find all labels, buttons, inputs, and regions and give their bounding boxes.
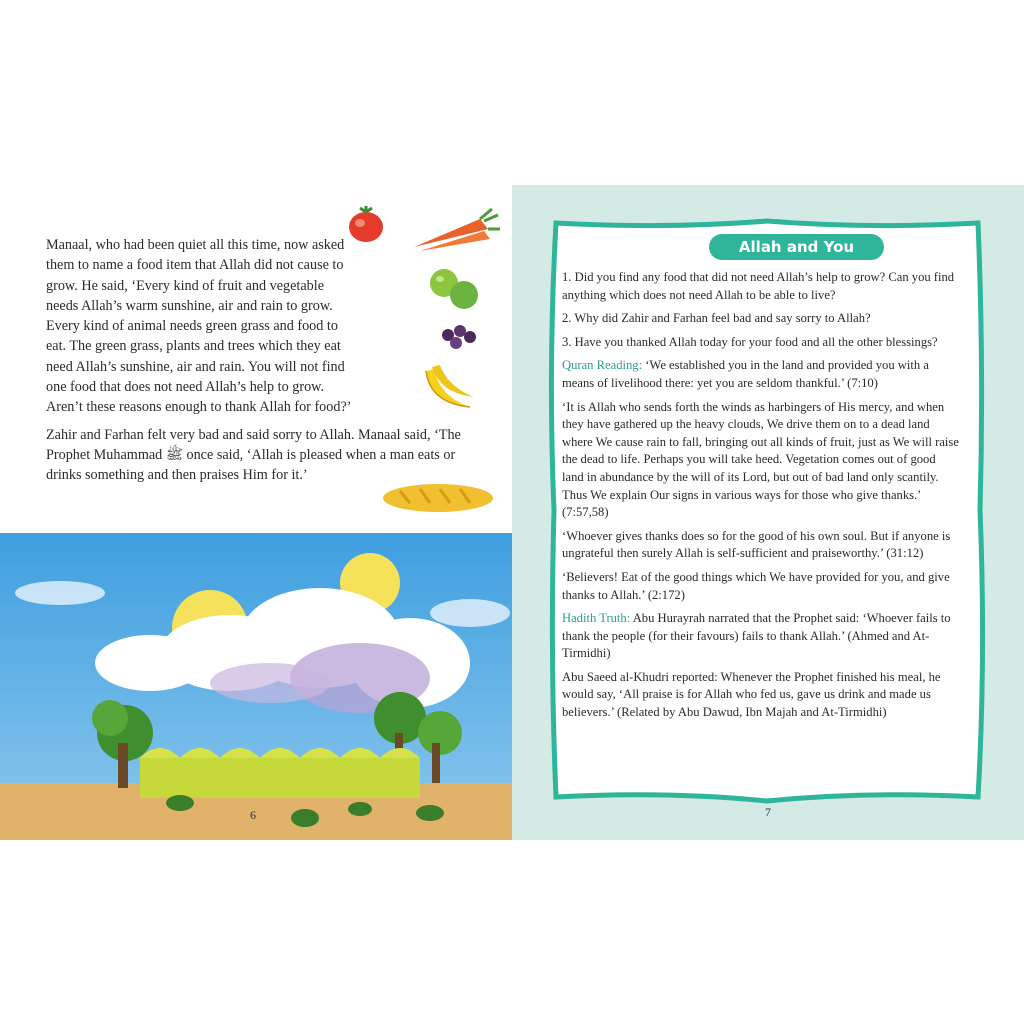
- bananas-icon: [420, 363, 478, 415]
- page-number-left: 6: [250, 808, 256, 822]
- story-text: [46, 235, 466, 493]
- quran-reading: [562, 357, 960, 392]
- question-2: 2. Why did Zahir and Farhan feel bad and say sorry to Allah?: [562, 311, 871, 326]
- grapes-icon: [440, 321, 480, 351]
- bread-icon: [380, 481, 496, 515]
- hadith-truth: [562, 610, 960, 663]
- quote-1: ‘It is Allah who sends forth the winds as harbingers of His mercy, and when they have gathered up the heavy clouds, We drive them on to a dead land where We cause rain to fall, bringing out all kinds of fruit, just as We will raise the dead to life. Perhaps you will take heed. Vegetation comes out of good land in abundance by the will of its Lord, but out of bad land only scantily. Thus We explain Our signs in various ways for those who give thanks.’ (7:57,58): [562, 399, 959, 520]
- hadith-truth-text: Abu Hurayrah narrated that the Prophet said: ‘Whoever fails to thank the people (for their favours) fails to thank Allah.’ (Ahmed and At-Tirmidhi): [562, 611, 951, 661]
- quote-2: ‘Whoever gives thanks does so for the good of his own soul. But if anyone is ungrateful then surely Allah is self-sufficient and praiseworthy.’ (31:12): [562, 528, 951, 561]
- carrots-icon: [410, 205, 502, 253]
- quran-reading-label: Quran Reading:: [562, 358, 643, 373]
- left-page: [0, 185, 512, 840]
- right-page: [512, 185, 1024, 840]
- allah-and-you-panel: [548, 217, 986, 804]
- landscape-illustration: [0, 533, 512, 840]
- tomato-icon: [344, 203, 388, 245]
- story-paragraph-2: Zahir and Farhan felt very bad and said sorry to Allah. Manaal said, ‘The Prophet Muhammad ﷺ once said, ‘Allah is pleased when a man eats or drinks something and then praises Him for it.’: [46, 426, 461, 484]
- panel-body: [562, 269, 960, 728]
- panel-title: Allah and You: [709, 234, 884, 260]
- quran-reading-text: ‘We established you in the land and provided you with a means of livelihood there: yet you are seldom thankful.’ (7:10): [562, 358, 929, 390]
- story-paragraph-1: Manaal, who had been quiet all this time, now asked them to name a food item that Allah did not cause to grow. He said, ‘Every kind of fruit and vegetable needs Allah’s warm sunshine, air and rain to grow. Every kind of animal needs green grass and food to eat. The green grass, plants and trees which they eat need Allah’s sunshine, air and rain. You will not find one food that does not need Allah’s help to grow. Aren’t these reasons enough to thank Allah for food?’: [46, 237, 352, 416]
- hadith-truth-label: Hadith Truth:: [562, 611, 631, 626]
- page-number-right: 7: [765, 805, 771, 819]
- quote-3: ‘Believers! Eat of the good things which We have provided for you, and give thanks to Allah.’ (2:172): [562, 569, 950, 602]
- closing-hadith: Abu Saeed al-Khudri reported: Whenever the Prophet finished his meal, he would say, ‘All praise is for Allah who fed us, gave us drink and made us believers.’ (Related by Abu Dawud, Ibn Majah and At-Tirmidhi): [562, 669, 941, 720]
- question-1: 1. Did you find any food that did not need Allah’s help to grow? Can you find anything which does not need Allah to be able to live?: [562, 270, 955, 302]
- green-apples-icon: [426, 265, 482, 311]
- question-3: 3. Have you thanked Allah today for your food and all the other blessings?: [562, 334, 938, 349]
